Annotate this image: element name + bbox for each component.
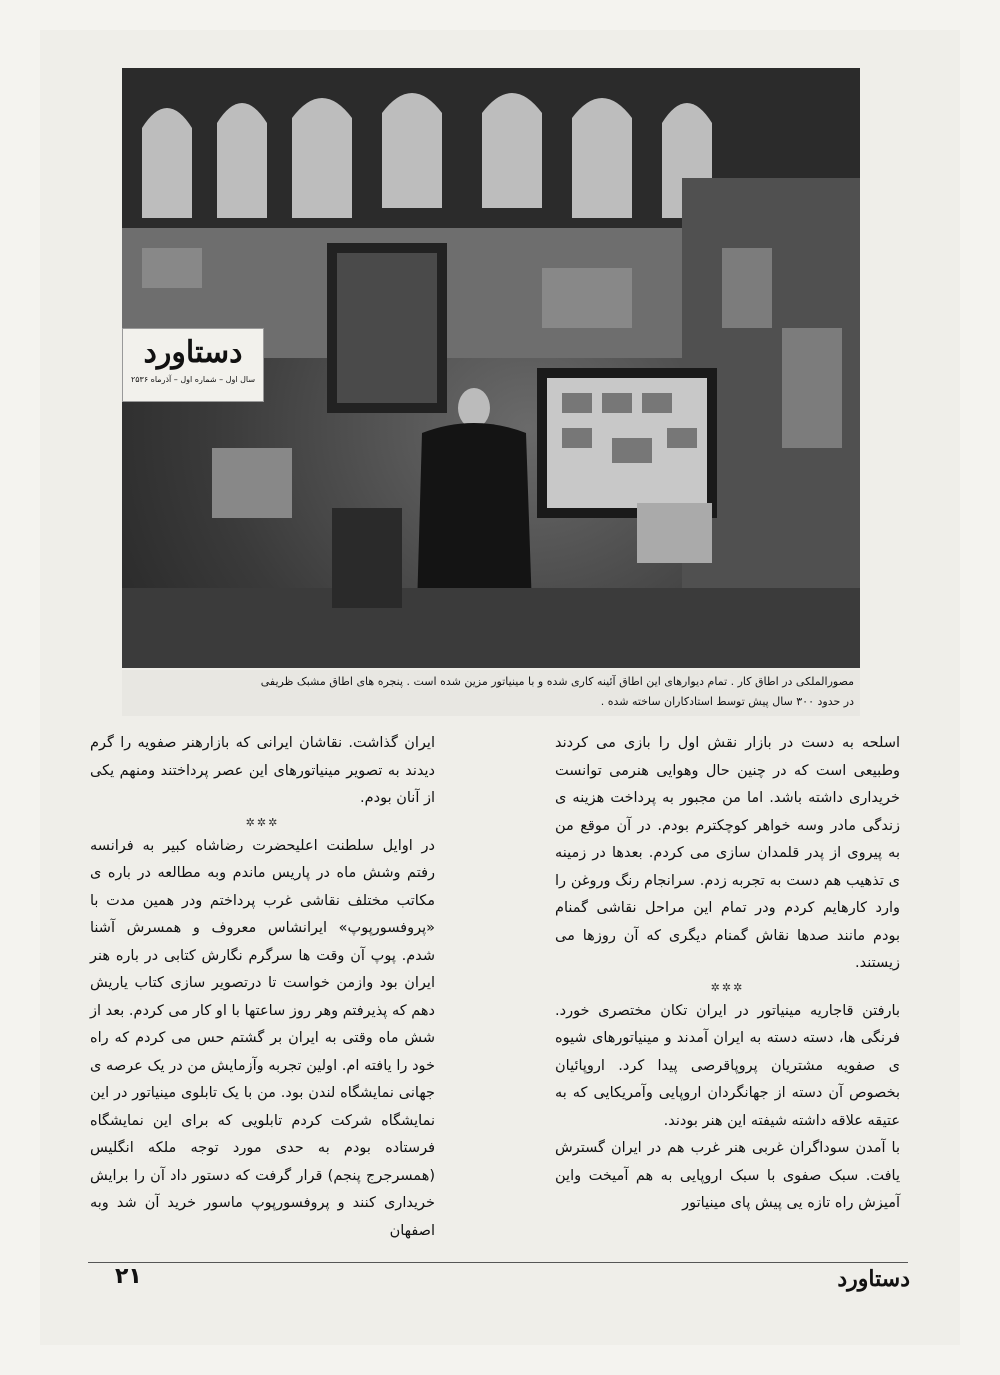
page-number: ۲۱	[115, 1264, 142, 1289]
paragraph: با آمدن سوداگران غربی هنر غرب هم در ایران گسترش یافت. سبک صفوی با سبک اروپایی به هم آمیخت واین آمیزش راه تازه یی پیش پای مینیاتور	[555, 1140, 900, 1211]
text-column-right	[555, 730, 900, 1218]
paragraph: اسلحه به دست در بازار نقش اول را بازی می کردند وطبیعی است که در چنین حال وهوایی هنرمی توانست خریداری داشته باشد. اما من مجبور به پرداخت هزینه ی زندگی مادر وسه خواهر کوچکترم بودم. در آن موقع من به پیروی از پدر قلمدان سازی می کردم. بعدها در زمینه ی تذهیب هم دست به تجربه زدم. سرانجام رنگ وروغن را وارد کارهایم کردم ودر تمام این مراحل نقاشی گمنام بودم مانند صدها نقاش گمنام دیگری که آن روزها می زیستند.	[555, 735, 900, 971]
paragraph: ایران گذاشت. نقاشان ایرانی که بازارهنر صفویه را گرم دیدند به تصویر مینیاتورهای این عصر پرداختند ومنهم یکی از آنان بودم.	[90, 735, 435, 806]
paragraph: در اوایل سلطنت اعلیحضرت رضاشاه کبیر به فرانسه رفتم وشش ماه در پاریس ماندم وبه مطالعه در باره ی مکاتب مختلف نقاشی غرب پرداختم ودر همین مدت با «پروفسورپوپ» ایرانشاس معروف و همسرش آشنا شدم. پوپ آن وقت ها سرگرم نگارش کتابی در باره هنر ایران بود وازمن خواست تا درتصویر سازی کتاب یاریش دهم که پذیرفتم وهر روز ساعتها با او کار می کردم. بعد از شش ماه وقتی به ایران بر گشتم حس می کردم که راه خود را یافته ام. اولین تجربه وآزمایش من در یک عرصه ی جهانی نمایشگاه لندن بود. من با یک تابلوی مینیاتور در این نمایشگاه شرکت کردم تابلویی که برای این نمایشگاه فرستاده بودم به حدی مورد توجه ملکه انگلیس (همسرجرج پنجم) قرار گرفت که دستور داد آن را برایش خریداری کنند و پروفسورپوپ ماسور خرید آن شد وبه اصفهان	[89, 837, 435, 1239]
magazine-masthead	[122, 328, 264, 402]
section-separator: ✲✲✲	[245, 815, 280, 829]
text-column-left	[90, 730, 435, 1245]
caption-line-2: در حدود ۳۰۰ سال پیش توسط استادکاران ساخته شده .	[600, 695, 854, 708]
photo-caption	[122, 670, 860, 716]
masthead-title: دستاورد	[143, 335, 243, 370]
masthead-subtitle: سال اول – شماره اول – آذرماه ۲۵۳۶	[130, 375, 256, 384]
caption-line-1: مصورالملکی در اطاق کار . تمام دیوارهای این اطاق آئینه کاری شده و با مینیاتور مزین شده است . پنجره های اطاق مشبک ظریفی	[260, 675, 854, 688]
section-separator: ✲✲✲	[710, 980, 745, 994]
footer-magazine-title: دستاورد	[837, 1266, 910, 1292]
paragraph: بارفتن قاجاریه مینیاتور در ایران تکان مختصری خورد. فرنگی ها، دسته دسته به ایران آمدند و مینیاتورهای شیوه ی صفویه مشتریان پروپاقرصی پیدا کرد. اروپائیان بخصوص آن دسته از جهانگردان اروپایی وآمریکایی که به عتیقه علاقه داشته شیفته این هنر بودند.	[555, 1002, 900, 1129]
footer-divider	[88, 1262, 908, 1263]
